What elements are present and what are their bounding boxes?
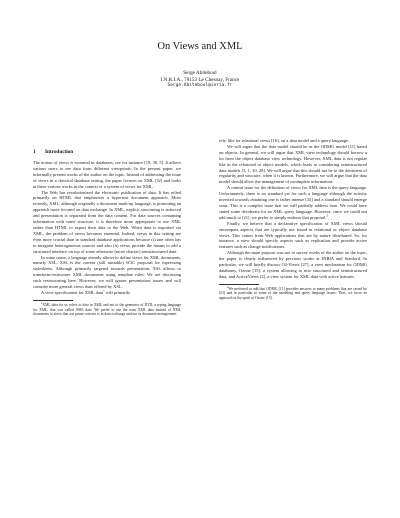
paragraph: The Web has revolutionized the electronic publication of data. It has relied primarily on HTML that emphasizes a hypertext document approach. More recently, XML, although originally a document mark-up language, is promoting an approach more focused on data exchange. In XML, explicit structuring is enforced and presentation is separated from the data content. For data sources containing information with some structure, it is therefore more appropriate to use XML rather than HTML to export their data to the Web. When data is exported via XML, the problem of views becomes essential. Indeed, views in this setting are even more crucial than in standard database applications because (i) one often has to integrate heterogeneous sources and also (ii) views provide the means to add a structured interface on top of some otherwise (more chaotic) semistructured data. <box>33 189 181 254</box>
author-name: Serge Abiteboul <box>183 70 217 76</box>
paragraph: Although the main purpose was not to survey works of the author on the topic, the paper is clearly influenced by previous works at INRIA and Stanford. In particular, we will briefly discuss O2-Views [27], a view mechanism for ODMG databases, Ozone [15], a system allowing to mix structured and semistructured data, and ActiveViews [2], a view system for XML data with active features. <box>219 250 367 279</box>
section-number: 1 <box>33 149 36 155</box>
right-column <box>219 138 367 301</box>
footnote-text: XML data for us refers to data in XML and not to the generator of DTD, a typing language for XML, that was called XML data. We prefer to use the term XML data instead of XML documents to stress that our prime concern is in data exchange and not in document management. <box>33 302 181 317</box>
paragraph <box>33 290 181 296</box>
paragraph-text: will primarily <box>104 289 131 295</box>
paragraph: Finally, we believe that a declarative specification of XML views should encompass aspects that are typically not found in relational or object database views. This comes from Web applications that are by nature distributed. So, for instance, a view should specify aspects such as replication and provide active features such as change notifications. <box>219 220 367 250</box>
paragraph: We will argue that the data model should be as the ODMG model [11] based on objects. In general, we will argue that XML view technology should borrow a lot from the object database view technology. However, XML data is not regular like in the relational or object models, which leads to considering semistructured data models [3, 1, 10, 28]. We will argue that this should not be to the detriment of regularity and structure, when it is known. Furthermore, we will argue that the data model should allow the management of incomplete information. <box>219 143 367 185</box>
footnote-rule <box>219 284 259 285</box>
paragraph <box>219 185 367 220</box>
left-column <box>33 149 181 317</box>
paragraph: In some sense, a language already allows to define views for XML documents, namely XSL. XSL is the current (still unstable) W3C proposal for expressing stylesheets. Although primarily targeted towards presentation, XSL allows to transform/restructure XML documents using template rules. We are discussing such restructuring here. However, we will ignore presentation issues and will consider more general views than offered by XSL. <box>33 254 181 290</box>
footnote-text: We preferred to add that ODMG [11] provides answers to many problems that are raised by [21] and in particular to some of the modeling and query language issues. Thus, we favor an approach in the spirit of Ozone [15]. <box>219 286 367 301</box>
paper-title: On Views and XML <box>157 41 243 52</box>
paragraph-text: A central issue for the definition of views for XML data is the query language. Unfortunately, there is no standard yet for such a language although the activity invested towards obtaining one is rather intense [33] and a standard should emerge soon. This is a complex issue that we will partially address here. We could have stated some desiderata for an XML query language. However, since we could not add much to [21], we prefer to simply endorse that proposal. <box>219 185 367 220</box>
author-email[interactable]: Serge.Abiteboul@inria.fr <box>167 83 233 89</box>
footnote <box>33 303 181 317</box>
footnote-mark[interactable]: 1 <box>103 288 105 293</box>
footnote-mark[interactable]: 2 <box>326 213 329 218</box>
section-heading <box>33 149 181 156</box>
paragraph: rely, like for relational views [16], on a data model and a query language. <box>219 138 350 143</box>
paragraph: The notion of views is essential in databases, see for instance [19, 30, 5]. It allows various users to see data from different viewpoints. In the present paper, we informally present works of the author on the topic. Instead of addressing the issue of views in a classical database setting, the paper focuses on XML [32] and looks at these various works in the context of a system of views for XML. <box>33 160 181 189</box>
footnote <box>219 287 367 301</box>
footnote-number: 1 <box>41 301 43 305</box>
author-affiliation: I.N.R.I.A., 78153 Le Chesnay, France <box>160 76 240 83</box>
footnote-rule <box>33 300 73 301</box>
author-block <box>0 70 400 90</box>
section-title: Introduction <box>45 149 74 155</box>
footnote-number: 2 <box>227 285 229 289</box>
paragraph-text: A view specification for XML data <box>41 289 104 295</box>
